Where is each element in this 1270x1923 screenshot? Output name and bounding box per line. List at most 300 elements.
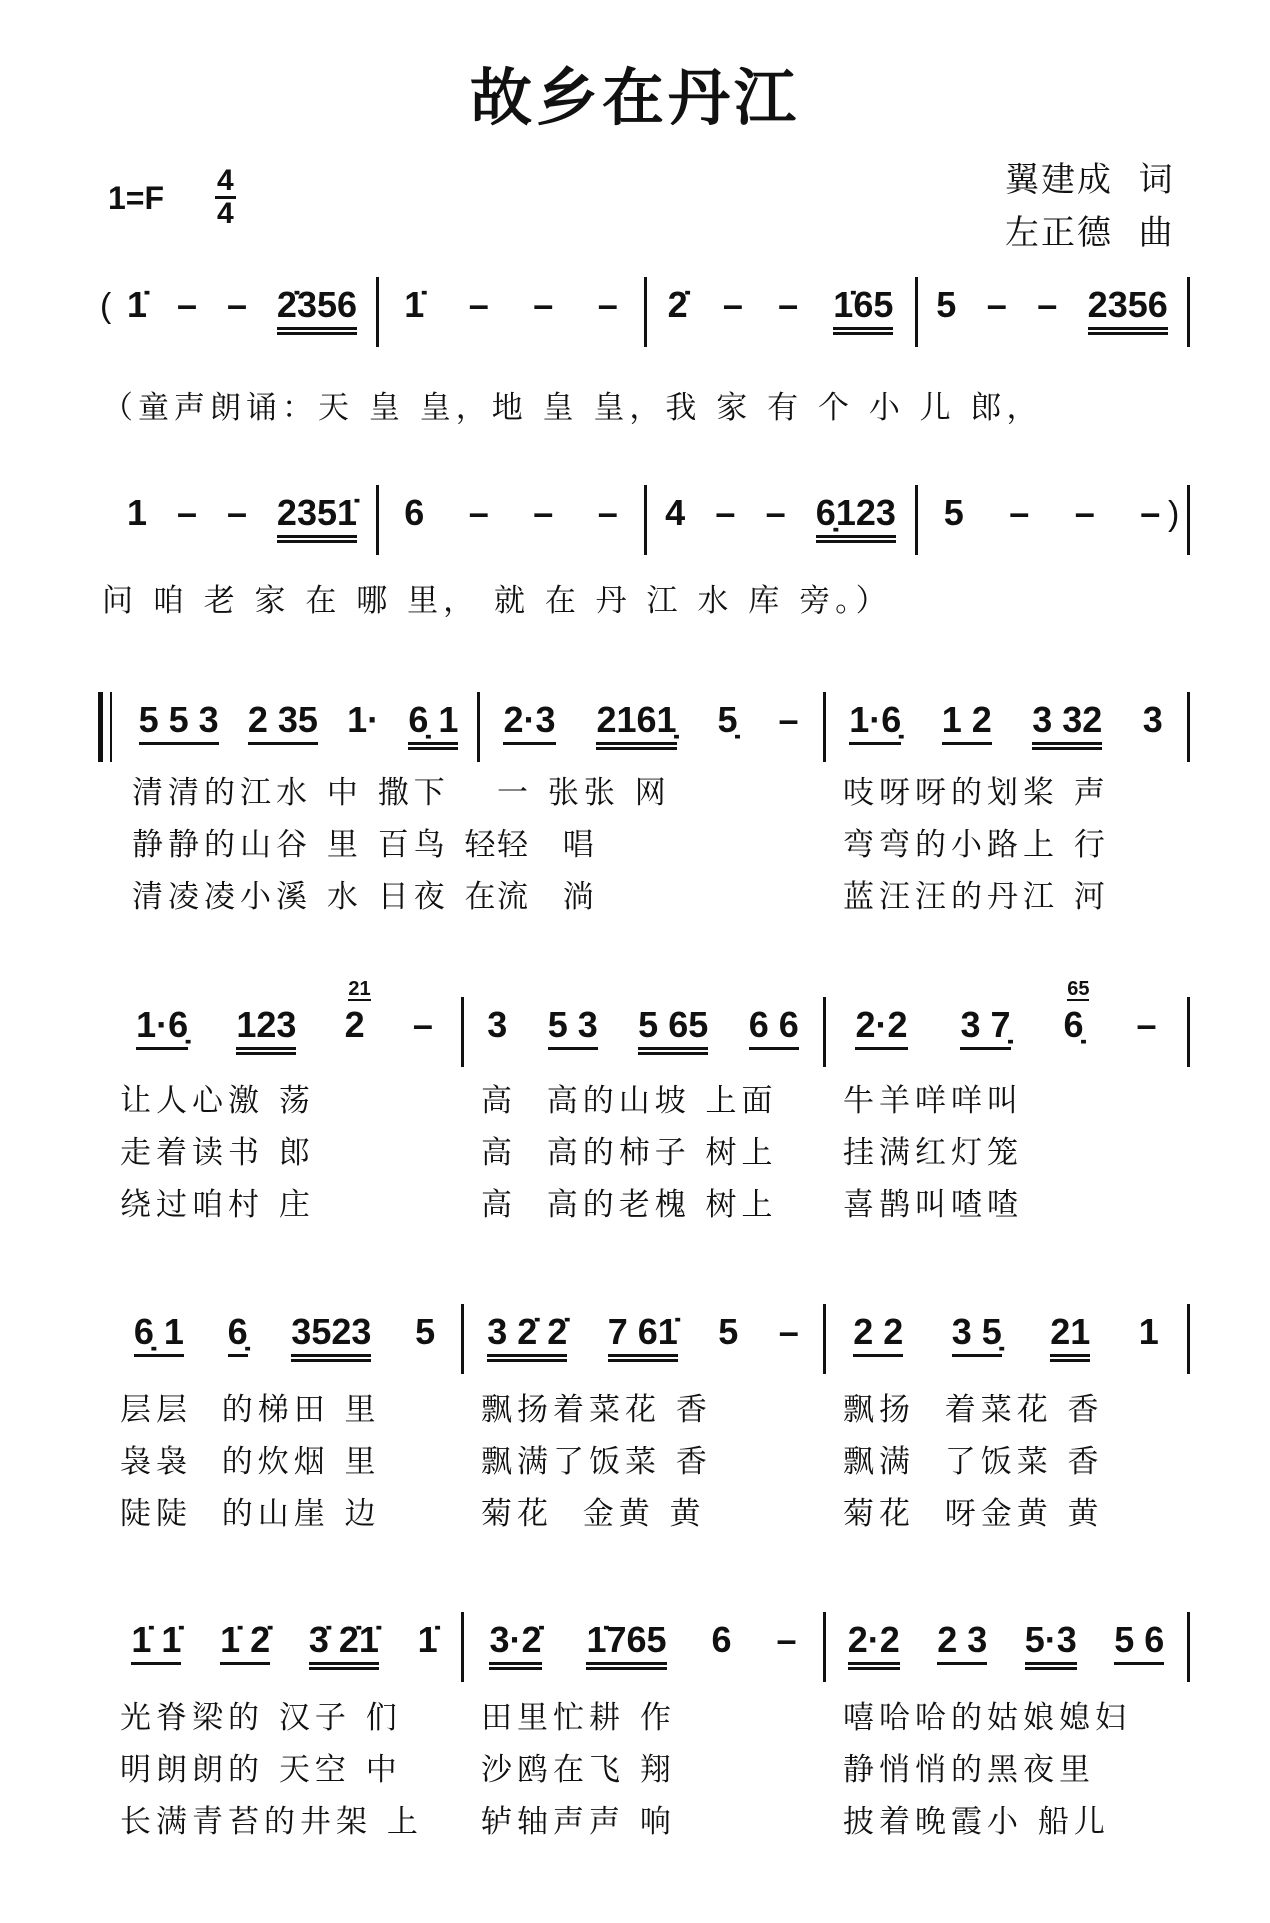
composer-credit: 左正德 曲 [1005, 213, 1175, 253]
measure [382, 493, 640, 563]
lyric-line: 弯弯的小路上 行 [843, 827, 1110, 863]
song-title: 故乡在丹江 [469, 61, 800, 134]
barline [823, 692, 826, 762]
note-group [127, 493, 147, 533]
note-group [487, 1312, 567, 1362]
barline [461, 1304, 464, 1374]
note-text: – [776, 1619, 797, 1660]
note-text: 6̣ 1 [408, 699, 459, 740]
note-group [937, 1620, 987, 1665]
note-text: – [1140, 492, 1161, 533]
lyric-line: 飘满了饭菜 香 [481, 1444, 712, 1480]
barline [1187, 1612, 1190, 1682]
note-text: – [765, 492, 786, 533]
lyric-line: 高 高的老槐 树上 [481, 1187, 778, 1223]
note-group [718, 1312, 738, 1352]
beam-underline [236, 1005, 296, 1055]
note-group [1088, 285, 1168, 335]
beam-underline [1050, 1312, 1090, 1362]
beam-underline [487, 1312, 567, 1357]
barline [477, 692, 480, 762]
beam-underline [548, 1005, 598, 1050]
lyric-line: 长满青苔的井架 上 [120, 1804, 423, 1840]
beam-underline [586, 1620, 666, 1665]
beam-underline [833, 285, 893, 335]
grace-notes: 65 [1067, 978, 1090, 1000]
note-group [503, 700, 555, 745]
lyric-line: 披着晚霞小 船儿 [843, 1804, 1110, 1840]
note-group [766, 493, 786, 533]
note-group [344, 978, 371, 1045]
note-group [177, 493, 197, 533]
note-group [236, 1005, 296, 1055]
note-text: – [412, 1004, 433, 1045]
beam-underline [139, 700, 219, 745]
note-text: 5 5 3 [138, 699, 219, 740]
lyric-line: 清凌凌小溪 水 日夜 在 [132, 879, 501, 915]
beam-underline [489, 1620, 541, 1665]
note-text: – [1009, 492, 1030, 533]
note-group [309, 1620, 379, 1670]
note-group [779, 1312, 799, 1352]
beam-underline [236, 1005, 296, 1050]
barline [644, 485, 647, 555]
lyric-line: 明朗朗的 天空 中 [120, 1752, 402, 1788]
note-text: 1 [126, 492, 147, 533]
barline [823, 997, 826, 1067]
barline [644, 277, 647, 347]
note-text: 5·3 [1024, 1619, 1077, 1660]
barline [1187, 692, 1190, 762]
note-text: 3·2̇ [489, 1619, 542, 1660]
measure [112, 493, 372, 563]
beam-underline [952, 1312, 1002, 1357]
lyric-line: 挂满红灯笼 [843, 1135, 1023, 1171]
beam-underline [309, 1620, 379, 1670]
note-text: 1 2 [941, 699, 992, 740]
note-text: 4 [665, 492, 686, 533]
beam-underline [1025, 1620, 1077, 1665]
note-text: 2·3 [503, 699, 556, 740]
lyric-line: 吱呀呀的划桨 声 [843, 775, 1110, 811]
note-group [533, 493, 553, 533]
note-text: – [722, 284, 743, 325]
beam-underline [816, 493, 896, 543]
note-text: 2 3 [937, 1619, 988, 1660]
note-group [404, 285, 424, 325]
measure [112, 1312, 457, 1382]
barline [915, 277, 918, 347]
lyric-line: 飘扬 着菜花 香 [843, 1392, 1104, 1428]
lyric-line: 清清的江水 中 撒下 [132, 775, 450, 811]
note-group [778, 700, 798, 740]
lyricist-credit: 翼建成 词 [1005, 160, 1175, 200]
note-text: 1̇ [417, 1619, 438, 1660]
beam-underline [489, 1620, 541, 1670]
note-group [134, 1312, 184, 1357]
beam-underline [1025, 1620, 1077, 1670]
note-group [776, 1620, 796, 1660]
note-group [347, 700, 379, 740]
note-text: – [176, 284, 197, 325]
beam-underline [136, 1005, 188, 1050]
beam-underline [291, 1312, 371, 1362]
note-text: 3 5̣ [951, 1311, 1002, 1352]
note-group [404, 493, 424, 533]
beam-underline [277, 285, 357, 335]
note-group [598, 493, 618, 533]
note-text: – [778, 284, 799, 325]
lyric-line: 牛羊咩咩叫 [843, 1083, 1023, 1119]
note-text: – [533, 492, 554, 533]
measure [112, 978, 457, 1075]
note-text: 2·2 [847, 1619, 900, 1660]
note-group [848, 1620, 900, 1670]
note-group [586, 1620, 666, 1670]
lyric-line: 嘻哈哈的姑娘媳妇 [843, 1700, 1131, 1736]
note-text: 1·6̣ [136, 1004, 189, 1045]
barline [915, 485, 918, 555]
note-text: 2 [344, 1004, 365, 1045]
note-text: 6̣ [1063, 1004, 1084, 1045]
beam-underline [277, 493, 357, 543]
note-text: 3 32 [1032, 699, 1103, 740]
measure [829, 1620, 1183, 1690]
measure [921, 285, 1183, 355]
measure [829, 978, 1183, 1075]
note-text: 5 [943, 492, 964, 533]
note-group [139, 700, 219, 745]
beam-underline [408, 700, 458, 750]
note-group [715, 493, 735, 533]
note-group [749, 1005, 799, 1050]
measure [467, 1312, 819, 1382]
lyric-line: 飘扬着菜花 香 [481, 1392, 712, 1428]
measure [112, 1620, 457, 1690]
note-group [227, 493, 247, 533]
beam-underline [1114, 1620, 1164, 1665]
note-group [291, 1312, 371, 1362]
beam-underline [596, 700, 676, 745]
beam-underline [960, 1005, 1010, 1050]
measure [650, 285, 911, 355]
barline [1187, 277, 1190, 347]
lyric-line: 沙鸥在飞 翔 [481, 1752, 676, 1788]
note-text: 5̣ [717, 699, 738, 740]
note-group [487, 1005, 507, 1045]
lyric-line: 静静的山谷 里 百鸟 轻 [132, 827, 501, 863]
note-group [936, 285, 956, 325]
note-text: 6̣123 [815, 492, 896, 533]
note-text: 6 [711, 1619, 732, 1660]
note-group [944, 493, 964, 533]
note-text: 2351̇ [276, 492, 358, 533]
note-text: 3523 [291, 1311, 372, 1352]
note-text: 3 2̇ 2̇ [487, 1311, 568, 1352]
note-group [1063, 978, 1090, 1045]
measure [112, 285, 372, 355]
note-text: 123 [236, 1004, 297, 1045]
note-group [855, 1005, 907, 1050]
lyric-line: 绕过咱村 庄 [120, 1187, 315, 1223]
lyric-line: 蓝汪汪的丹江 河 [843, 879, 1110, 915]
barline [376, 485, 379, 555]
note-group [960, 1005, 1010, 1050]
note-group [1114, 1620, 1164, 1665]
close-paren: ) [1168, 495, 1180, 533]
beam-underline [608, 1312, 678, 1362]
beam-underline [1032, 700, 1102, 745]
note-group [277, 493, 357, 543]
note-text: – [533, 284, 554, 325]
note-group [952, 1312, 1002, 1357]
beam-underline [848, 1620, 900, 1670]
note-text: 5 [718, 1311, 739, 1352]
note-text: 1̇65 [833, 284, 894, 325]
key-signature: 1=F [108, 180, 165, 216]
note-text: 2·2 [855, 1004, 908, 1045]
beam-underline [853, 1312, 903, 1357]
measure [650, 493, 911, 563]
note-group [469, 493, 489, 533]
note-group [1009, 493, 1029, 533]
note-group [469, 285, 489, 325]
measure [382, 285, 640, 355]
beam-underline [1088, 285, 1168, 335]
note-group [418, 1620, 438, 1660]
measure [124, 700, 473, 770]
note-group [665, 493, 685, 533]
note-text: 21 [1050, 1311, 1091, 1352]
note-text: 6̣ [227, 1311, 248, 1352]
note-text: 1·6̣ [849, 699, 902, 740]
beam-underline [937, 1620, 987, 1665]
note-group [136, 1005, 188, 1050]
lyric-line: 层层 的梯田 里 [120, 1392, 381, 1428]
lyric-line: 高 高的山坡 上面 [481, 1083, 778, 1119]
note-group [638, 1005, 708, 1055]
beam-underline [131, 1620, 181, 1665]
lyric-line: 喜鹊叫喳喳 [843, 1187, 1023, 1223]
note-group [228, 1312, 248, 1357]
beam-underline [596, 700, 676, 750]
beam-underline [408, 700, 458, 745]
note-text: 6̣ 1 [133, 1311, 184, 1352]
note-group [413, 1005, 433, 1045]
beam-underline [503, 700, 555, 745]
beam-underline [277, 493, 357, 538]
barline [461, 997, 464, 1067]
note-text: 1· [347, 699, 380, 740]
barline [1187, 485, 1190, 555]
lyric-line: 轳轴声声 响 [481, 1804, 676, 1840]
note-text: – [1037, 284, 1058, 325]
beam-underline [487, 1312, 567, 1362]
note-group [1143, 700, 1163, 740]
measure [467, 1005, 819, 1075]
barline [1187, 997, 1190, 1067]
note-group [127, 285, 147, 325]
note-text: 5 [415, 1311, 436, 1352]
recitation-text: （童声朗诵：天 皇 皇，地 皇 皇，我 家 有 个 小 儿 郎， [102, 390, 1043, 426]
note-text: – [986, 284, 1007, 325]
beam-underline [749, 1005, 799, 1050]
measure [921, 493, 1183, 563]
note-text: – [226, 492, 247, 533]
beam-underline [134, 1312, 184, 1357]
lyric-line: 流 淌 [497, 879, 599, 915]
note-text: – [176, 492, 197, 533]
note-group [1075, 493, 1095, 533]
beam-underline [608, 1312, 678, 1357]
note-text: 5 65 [638, 1004, 709, 1045]
beam-underline [586, 1620, 666, 1670]
note-group [668, 285, 688, 325]
note-text: 2̇ [667, 284, 688, 325]
note-group [598, 285, 618, 325]
note-text: – [597, 284, 618, 325]
note-text: – [1074, 492, 1095, 533]
beam-underline [248, 700, 318, 745]
barline [823, 1612, 826, 1682]
open-paren: ( [100, 287, 112, 325]
lyric-line: 菊花 呀金黄 黄 [843, 1496, 1104, 1532]
note-group [177, 285, 197, 325]
note-group [718, 700, 738, 740]
lyric-line: 袅袅 的炊烟 里 [120, 1444, 381, 1480]
note-group [833, 285, 893, 335]
repeat-start-barline [98, 692, 112, 762]
measure [467, 1620, 819, 1690]
note-group [1140, 493, 1160, 533]
time-signature-top: 4 [217, 164, 234, 197]
beam-underline [220, 1620, 270, 1665]
beam-underline [942, 700, 992, 745]
beam-underline [638, 1005, 708, 1050]
barline [1187, 1304, 1190, 1374]
measure [483, 700, 819, 770]
note-group [987, 285, 1007, 325]
beam-underline [855, 1005, 907, 1050]
note-group [1050, 1312, 1090, 1362]
note-text: 3 [487, 1004, 508, 1045]
note-text: 1̇ 2̇ [220, 1619, 271, 1660]
note-text: 2161̣ [596, 699, 677, 740]
note-group [131, 1620, 181, 1665]
note-group [596, 700, 676, 750]
note-group [816, 493, 896, 543]
note-group [942, 700, 992, 745]
barline [461, 1612, 464, 1682]
lyric-line: 走着读书 郎 [120, 1135, 315, 1171]
lyric-line: 陡陡 的山崖 边 [120, 1496, 381, 1532]
note-text: – [468, 492, 489, 533]
note-group [712, 1620, 732, 1660]
note-text: 1̇ [404, 284, 425, 325]
grace-notes: 21 [348, 978, 371, 1000]
note-group [548, 1005, 598, 1050]
note-text: 2̇356 [276, 284, 358, 325]
note-text: 2 35 [247, 699, 318, 740]
measure [829, 700, 1183, 770]
recitation-text: 问 咱 老 家 在 哪 里， 就 在 丹 江 水 库 旁。） [102, 583, 892, 619]
beam-underline [1050, 1312, 1090, 1357]
beam-underline [638, 1005, 708, 1055]
lyric-line: 光脊梁的 汉子 们 [120, 1700, 402, 1736]
note-text: 3 [1142, 699, 1163, 740]
note-text: 6 [404, 492, 425, 533]
note-group [533, 285, 553, 325]
note-text: – [468, 284, 489, 325]
note-text: 1̇ 1̇ [131, 1619, 182, 1660]
time-signature [215, 166, 236, 229]
lyric-line: 菊花 金黄 黄 [481, 1496, 706, 1532]
note-group [227, 285, 247, 325]
lyric-line: 飘满 了饭菜 香 [843, 1444, 1104, 1480]
beam-underline [848, 1620, 900, 1665]
note-group [1139, 1312, 1159, 1352]
note-text: 3̇ 2̇1̇ [308, 1619, 379, 1660]
barline [823, 1304, 826, 1374]
note-group [1136, 1005, 1156, 1045]
beam-underline [816, 493, 896, 538]
note-group [489, 1620, 541, 1670]
note-text: – [226, 284, 247, 325]
beam-underline [277, 285, 357, 330]
note-text: – [778, 1311, 799, 1352]
note-text: 2356 [1087, 284, 1168, 325]
note-group [723, 285, 743, 325]
note-group [277, 285, 357, 335]
note-group [1025, 1620, 1077, 1670]
lyric-line: 轻 唱 [497, 827, 599, 863]
beam-underline [228, 1312, 248, 1357]
lyric-line: 让人心激 荡 [120, 1083, 315, 1119]
note-group [415, 1312, 435, 1352]
note-group [1037, 285, 1057, 325]
note-group [248, 700, 318, 745]
lyric-line: 静悄悄的黑夜里 [843, 1752, 1095, 1788]
note-text: 2 2 [853, 1311, 904, 1352]
note-group [849, 700, 901, 745]
note-group [408, 700, 458, 750]
note-text: 6 6 [748, 1004, 799, 1045]
note-text: – [778, 699, 799, 740]
measure [829, 1312, 1183, 1382]
beam-underline [849, 700, 901, 745]
lyric-line: 高 高的柿子 树上 [481, 1135, 778, 1171]
note-text: – [597, 492, 618, 533]
note-group [853, 1312, 903, 1357]
beam-underline [1032, 700, 1102, 750]
note-text: 1̇ [126, 284, 147, 325]
note-text: 7 61̇ [607, 1311, 678, 1352]
note-text: 5 6 [1114, 1619, 1165, 1660]
note-text: – [1136, 1004, 1157, 1045]
lyric-line: 一 张张 网 [497, 775, 671, 811]
beam-underline [833, 285, 893, 330]
note-text: 1 [1138, 1311, 1159, 1352]
barline [376, 277, 379, 347]
beam-underline [309, 1620, 379, 1665]
lyric-line: 田里忙耕 作 [481, 1700, 676, 1736]
time-signature-bottom: 4 [217, 197, 234, 230]
beam-underline [1088, 285, 1168, 330]
note-text: 5 [936, 284, 957, 325]
note-text: 3 7̣ [960, 1004, 1011, 1045]
note-group [220, 1620, 270, 1665]
note-text: – [715, 492, 736, 533]
